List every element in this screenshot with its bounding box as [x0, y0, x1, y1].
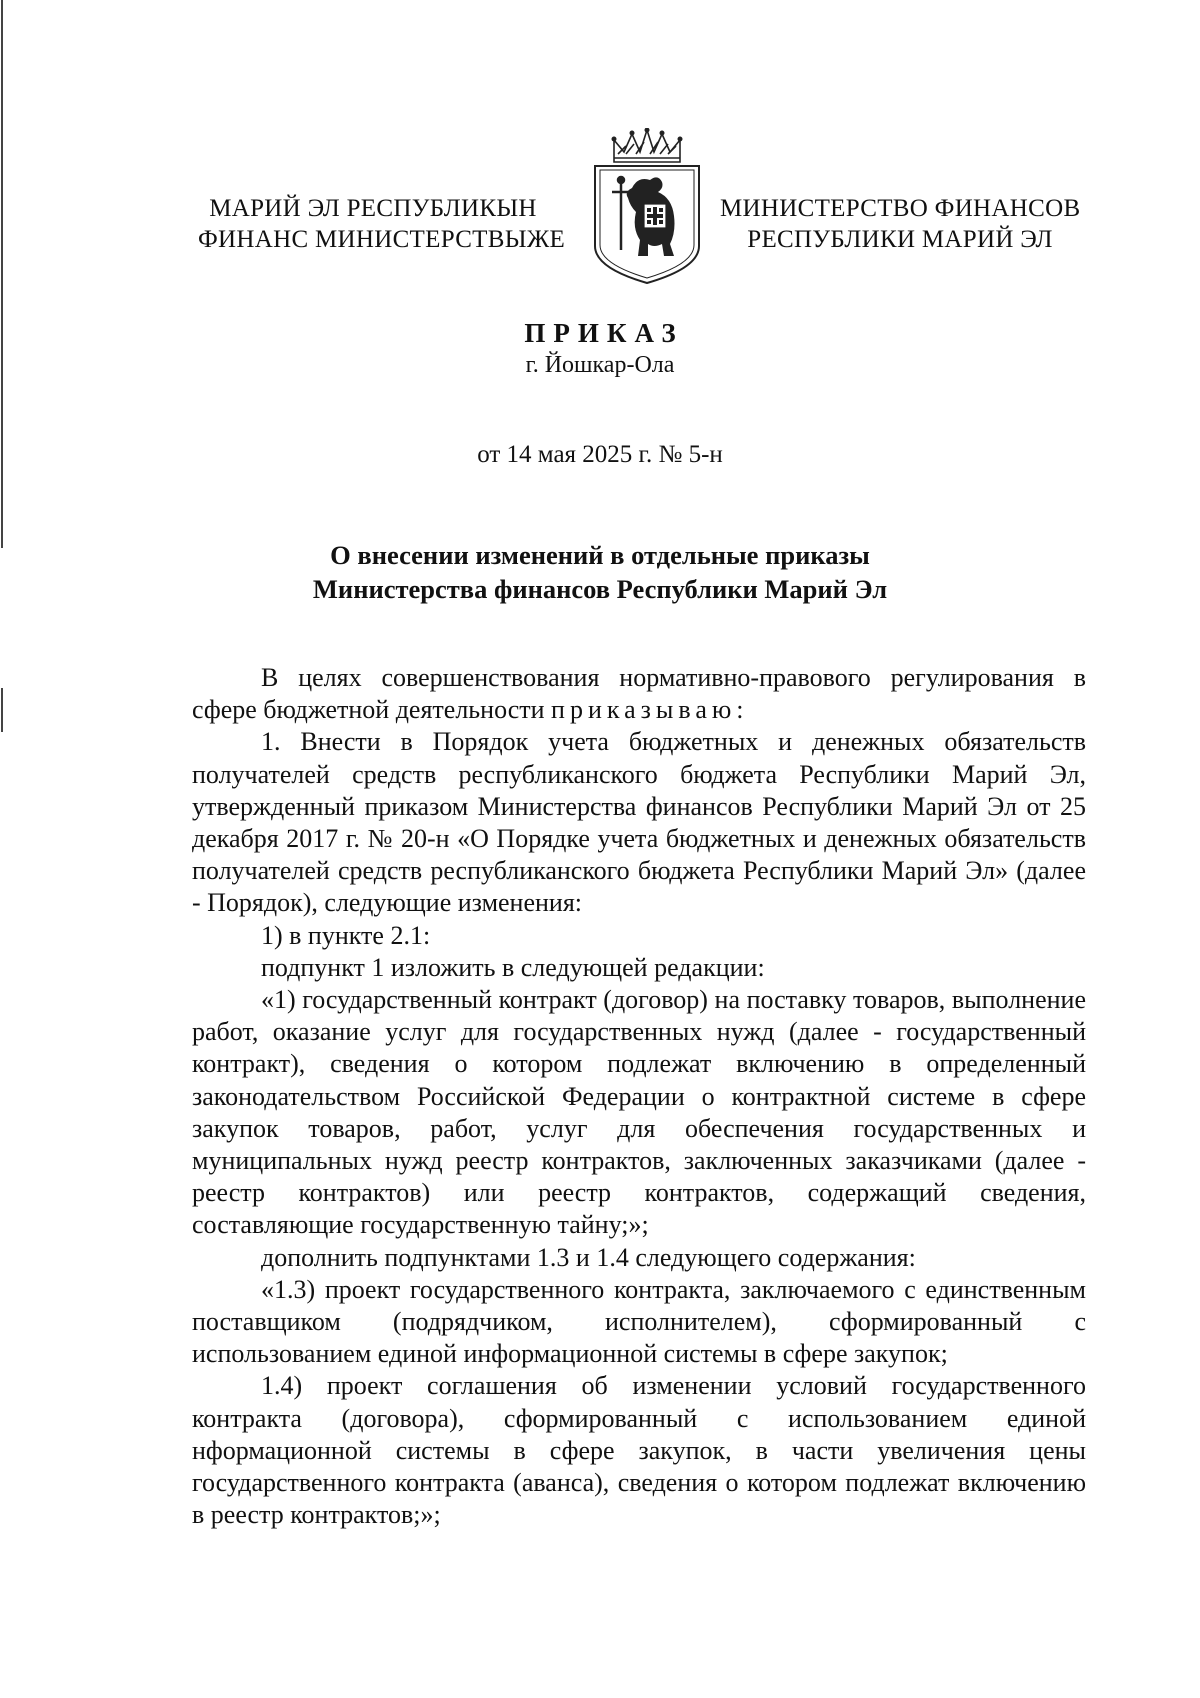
order-title: ПРИКАЗ — [524, 318, 684, 348]
header-right-line-1: МИНИСТЕРСТВО ФИНАНСОВ — [720, 195, 1081, 222]
document-body — [192, 662, 1086, 1531]
header-right-line-2: РЕСПУБЛИКИ МАРИЙ ЭЛ — [747, 226, 1053, 253]
scan-edge-mark — [1, 688, 3, 732]
order-date-number: от 14 мая 2025 г. № 5-н — [477, 441, 723, 468]
header-ministry-name — [720, 193, 1080, 255]
body-paragraph-preamble — [192, 662, 1086, 726]
header-mari-name — [198, 193, 566, 255]
body-paragraph-quote-1-4: 1.4) проект соглашения об изменении условий государственного контракта (договора), сформированный с использованием единой нформационной системы в сфере закупок, в части увеличения цены государственного контракта (аванса), сведения о котором подлежат включению в реестр контрактов;»; — [192, 1371, 1086, 1530]
subject-line-1: О внесении изменений в отдельные приказы — [330, 540, 870, 570]
body-paragraph-quote-1-3: «1.3) проект государственного контракта, заключаемого с единственным поставщиком (подрядчиком, исполнителем), сформированный с использованием единой информационной системы в сфере закупок; — [192, 1274, 1086, 1369]
body-paragraph-quote-1: «1) государственный контракт (договор) на поставку товаров, выполнение работ, оказание услуг для государственных нужд (далее - государственный контракт), сведения о котором подлежат включению в определенный законодательством Российской Федерации о контрактной системе в сфере закупок товаров, работ, услуг для обеспечения государственных и муниципальных нужд реестр контрактов, заключенных заказчиками (далее - реестр контрактов) или реестр контрактов, содержащий сведения, составляющие государственную тайну;»; — [192, 985, 1086, 1240]
body-paragraph-item-1: 1. Внести в Порядок учета бюджетных и денежных обязательств получателей средств республиканского бюджета Республики Марий Эл, утвержденный приказом Министерства финансов Республики Марий Эл от 25 декабря 2017 г. № 20-н «О Порядке учета бюджетных и денежных обязательств получателей средств республиканского бюджета Республики Марий Эл» (далее - Порядок), следующие изменения: — [192, 727, 1086, 918]
preamble-end: : — [736, 695, 744, 725]
order-city: г. Йошкар-Ола — [525, 352, 675, 378]
preamble-text: В целях совершенствования нормативно-правового регулирования в сфере бюджетной деятельности — [192, 663, 1086, 725]
coat-of-arms-emblem — [592, 128, 702, 284]
body-paragraph-supplement: дополнить подпунктами 1.3 и 1.4 следующего содержания: — [261, 1242, 916, 1272]
document-subject — [0, 538, 1200, 606]
header-left-line-1: МАРИЙ ЭЛ РЕСПУБЛИКЫН — [209, 195, 537, 222]
subject-line-2: Министерства финансов Республики Марий Эл — [312, 574, 888, 604]
header-left-line-2: ФИНАНС МИНИСТЕРСТВЫЖЕ — [198, 226, 566, 253]
preamble-order-word: приказываю — [551, 695, 737, 725]
body-paragraph-item-1-1: 1) в пункте 2.1: — [261, 920, 431, 950]
body-paragraph-subitem: подпункт 1 изложить в следующей редакции: — [261, 952, 765, 982]
